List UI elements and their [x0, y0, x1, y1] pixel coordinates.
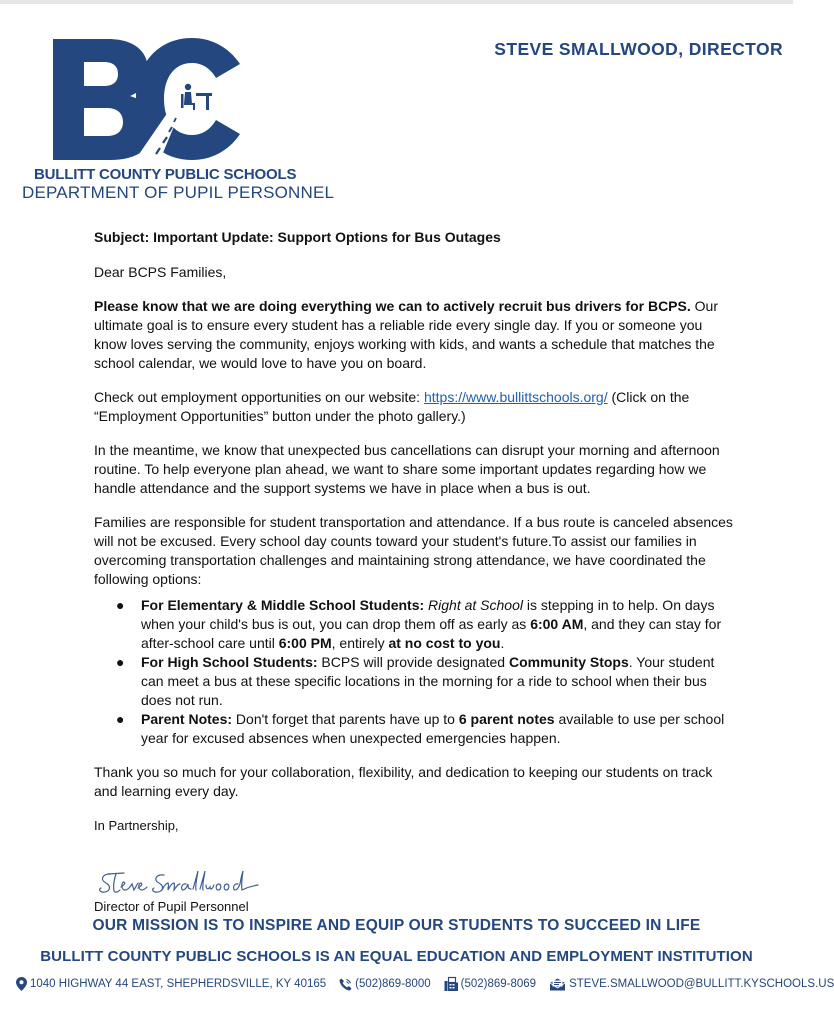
fax-item — [444, 977, 536, 991]
option-text: BCPS will provide designated — [317, 654, 509, 670]
employment-text: Check out employment opportunities on our website: — [94, 389, 424, 405]
dropoff-time: 6:00 AM — [530, 616, 584, 632]
employment-note: (Click on the “Employment Opportunities” button under the photo gallery.) — [94, 389, 690, 424]
phone-item — [339, 978, 430, 991]
parent-notes-count: 6 parent notes — [458, 711, 555, 727]
address-text: 1040 HIGHWAY 44 EAST, SHEPHERDSVILLE, KY 40165 — [30, 978, 327, 990]
bullet-dot: ● — [116, 654, 125, 670]
option-label: Parent Notes: — [141, 711, 233, 727]
option-text: Don't forget that parents have up to — [232, 711, 459, 727]
letter-body — [94, 228, 734, 839]
mission-statement: OUR MISSION IS TO INSPIRE AND EQUIP OUR STUDENTS TO SUCCEED IN LIFE — [92, 917, 701, 934]
phone-text: (502)869-8000 — [355, 978, 431, 990]
option-label: For High School Students: — [141, 654, 318, 670]
paragraph-thanks: Thank you so much for your collaboration, flexibility, and dedication to keeping our students on track and learning every day. — [94, 764, 713, 799]
option-text: is stepping in to help. On days when your child's bus is out, you can drop them off as early as — [141, 597, 715, 632]
email-item — [549, 978, 834, 991]
pickup-time: 6:00 PM — [278, 635, 332, 651]
bullet-dot: ● — [116, 711, 125, 727]
list-item — [116, 653, 734, 710]
recruit-text: Our ultimate goal is to ensure every student has a reliable ride every single day. If you or someone you know loves serving the community, enjoys working with kids, and wants a schedule that matches the school calendar, we would love to have you on board. — [94, 298, 718, 371]
recruit-bold: Please know that we are doing everything we can to actively recruit bus drivers for BCPS. — [94, 298, 691, 314]
paragraph-recruit — [94, 297, 734, 373]
email-text: STEVE.SMALLWOOD@BULLITT.KYSCHOOLS.US — [569, 978, 834, 990]
paragraph-attendance: Families are responsible for student transportation and attendance. If a bus route is canceled absences will not be excused. Every school day counts toward your student's future.To assist our families in overcoming transportation challenges and maintaining strong attendance, we have coordinated the following options: — [94, 514, 733, 587]
contact-footer — [16, 977, 834, 991]
school-name: BULLITT COUNTY PUBLIC SCHOOLS — [34, 166, 297, 183]
closing-text: In Partnership, — [94, 818, 179, 833]
website-link[interactable]: https://www.bullittschools.org/ — [423, 389, 608, 405]
fax-icon — [444, 977, 458, 991]
letter-greeting: Dear BCPS Families, — [94, 264, 227, 280]
address-item — [16, 977, 326, 991]
location-pin-icon — [16, 977, 27, 991]
department-name: DEPARTMENT OF PUPIL PERSONNEL — [22, 183, 335, 202]
list-item — [116, 596, 734, 653]
program-name: Right at School — [428, 597, 523, 613]
list-item — [116, 710, 734, 748]
community-stops-text: Community Stops — [508, 654, 629, 670]
option-text: , entirely — [331, 635, 389, 651]
fax-text: (502)869-8069 — [460, 978, 537, 990]
option-label: For Elementary & Middle School Students: — [141, 597, 425, 613]
email-icon — [549, 978, 566, 991]
director-heading: STEVE SMALLWOOD, DIRECTOR — [494, 39, 783, 59]
bullet-dot: ● — [116, 597, 125, 613]
phone-icon — [339, 978, 352, 991]
top-rule — [0, 0, 793, 4]
signature-title: Director of Pupil Personnel — [94, 899, 249, 914]
option-text: . — [500, 635, 505, 651]
paragraph-meantime: In the meantime, we know that unexpected bus cancellations can disrupt your morning and afternoon routine. To help everyone plan ahead, we want to share some important updates regarding how we handle attendance and the support systems we have in place when a bus is out. — [94, 442, 720, 496]
option-text: , and they can stay for after-school care until — [141, 616, 722, 651]
no-cost-text: at no cost to you — [388, 635, 501, 651]
paragraph-employment — [94, 388, 734, 426]
bcps-logo — [40, 34, 255, 164]
letter-subject: Subject: Important Update: Support Options for Bus Outages — [94, 229, 501, 245]
option-text: available to use per school year for excused absences when unexpected emergencies happen. — [141, 711, 725, 746]
equal-opportunity-statement: BULLITT COUNTY PUBLIC SCHOOLS IS AN EQUAL EDUCATION AND EMPLOYMENT INSTITUTION — [40, 948, 753, 965]
options-list — [116, 596, 734, 748]
handwritten-signature — [96, 866, 261, 900]
option-text: . Your student can meet a bus at these specific locations in the morning for a ride to school when their bus does not run. — [141, 654, 715, 708]
